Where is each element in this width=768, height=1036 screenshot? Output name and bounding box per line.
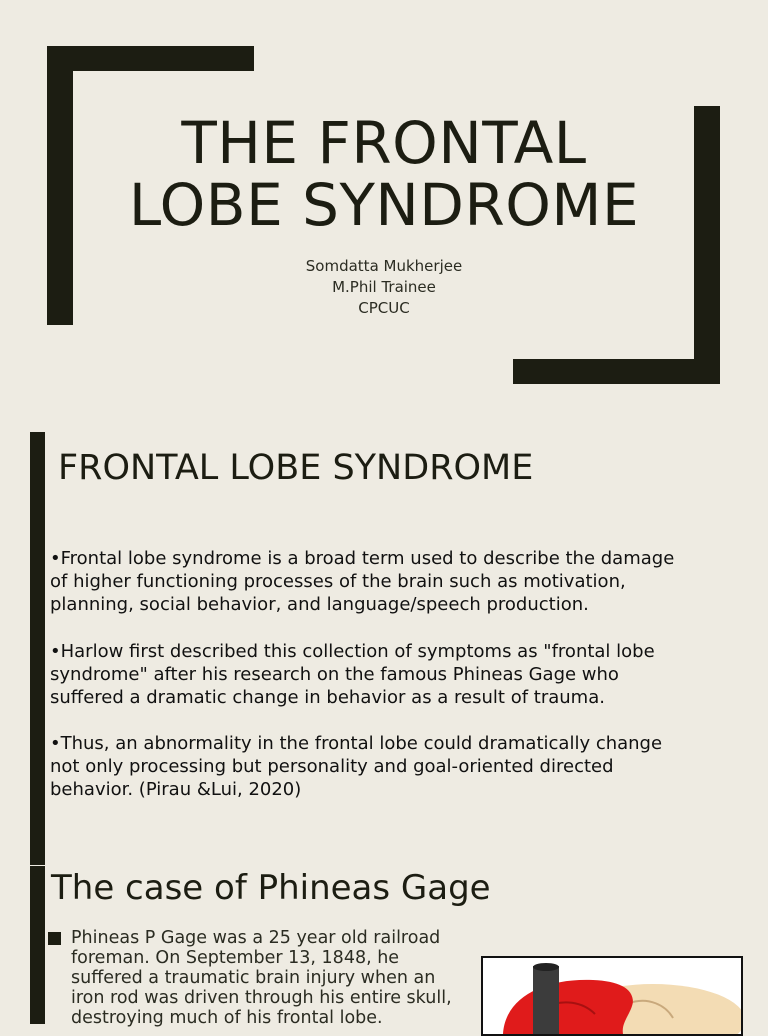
square-bullet-icon [48, 932, 61, 945]
bullet-line: destroying much of his frontal lobe. [71, 1008, 383, 1028]
brain-rod-icon [483, 958, 741, 1034]
title-line-1: THE FRONTAL [181, 109, 587, 177]
paragraph-definition [50, 547, 740, 616]
paragraph-harlow [50, 640, 740, 709]
top-left-bracket-vertical [47, 46, 73, 325]
paragraph-line: behavior. (Pirau &Lui, 2020) [50, 779, 302, 800]
brain-rod-illustration [481, 956, 743, 1036]
slide-title [100, 109, 668, 239]
case-heading: The case of Phineas Gage [51, 868, 491, 908]
paragraph-conclusion [50, 732, 740, 801]
bullet-line: foreman. On September 13, 1848, he [71, 948, 400, 968]
paragraph-line: not only processing but personality and goal-oriented directed [50, 756, 614, 777]
paragraph-line: of higher functioning processes of the brain such as motivation, [50, 571, 626, 592]
slide-subtitle [200, 256, 568, 319]
top-left-bracket-horizontal [47, 46, 254, 71]
paragraph-line: syndrome" after his research on the famous Phineas Gage who [50, 664, 619, 685]
bullet-line: Phineas P Gage was a 25 year old railroad [71, 928, 441, 948]
iron-rod-top [533, 963, 559, 971]
paragraph-line: planning, social behavior, and language/speech production. [50, 594, 589, 615]
case-bullet-text [71, 928, 466, 1028]
bullet-line: iron rod was driven through his entire skull, [71, 988, 452, 1008]
paragraph-line: •Harlow first described this collection of symptoms as "frontal lobe [50, 641, 655, 662]
bullet-line: suffered a traumatic brain injury when an [71, 968, 436, 988]
slide2-accent-bar [30, 432, 45, 865]
title-line-2: LOBE SYNDROME [128, 171, 640, 239]
slide3-accent-bar [30, 866, 45, 1024]
frontal-lobe-shape [503, 980, 633, 1034]
section-heading: FRONTAL LOBE SYNDROME [58, 448, 534, 488]
author-name: Somdatta Mukherjee [305, 257, 463, 275]
paragraph-line: suffered a dramatic change in behavior as a result of trauma. [50, 687, 605, 708]
author-role: M.Phil Trainee [332, 278, 436, 296]
bottom-right-bracket-vertical [694, 106, 720, 384]
paragraph-line: •Thus, an abnormality in the frontal lobe could dramatically change [50, 733, 663, 754]
bottom-right-bracket-horizontal [513, 359, 720, 384]
paragraph-line: •Frontal lobe syndrome is a broad term used to describe the damage [50, 548, 675, 569]
author-institution: CPCUC [358, 299, 410, 317]
